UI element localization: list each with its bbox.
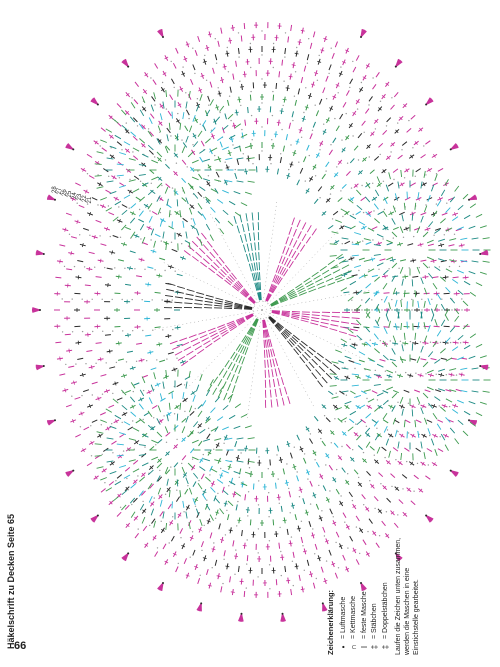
legend-label: = Kettmasche xyxy=(350,596,357,639)
feste-masche-icon: I xyxy=(359,645,369,649)
legend-label: = feste Masche xyxy=(360,591,368,639)
doppelstaebchen-icon: ‡ xyxy=(380,644,390,650)
legend-item xyxy=(339,505,350,655)
symbol-legend xyxy=(326,505,421,655)
row-number-label: 27 xyxy=(57,187,63,195)
staebchen-icon: ‡ xyxy=(370,644,379,650)
legend-heading: Zeichenerklärung: xyxy=(326,589,335,655)
row-number-label: 21 xyxy=(87,196,93,204)
legend-label: = Doppelstäbchen xyxy=(381,582,389,639)
kettmasche-arc-icon: ∩ xyxy=(349,644,358,650)
luftmasche-dot-icon: • xyxy=(338,645,348,649)
legend-label: = Luftmasche xyxy=(339,596,347,639)
page-number: 66 xyxy=(14,640,27,652)
row-number-label: 24 xyxy=(72,192,78,199)
legend-item xyxy=(349,505,360,655)
legend-item xyxy=(370,505,381,655)
legend-label: = Stäbchen xyxy=(371,603,378,639)
legend-note: Laufen die Zeichen unten zusammen, werden die Maschen in eine Einstichstelle gearbeitet. xyxy=(395,537,420,655)
row-number-label: 22 xyxy=(82,195,88,202)
row-number-label: 28 xyxy=(52,186,58,193)
page-title: Häkelschrift zu Decken Seite 65 xyxy=(6,513,16,649)
row-number-label: 26 xyxy=(62,189,68,196)
legend-item xyxy=(360,505,371,655)
legend-item xyxy=(381,505,392,655)
row-number-label: 23 xyxy=(77,193,83,201)
row-number-label: 25 xyxy=(67,190,73,198)
